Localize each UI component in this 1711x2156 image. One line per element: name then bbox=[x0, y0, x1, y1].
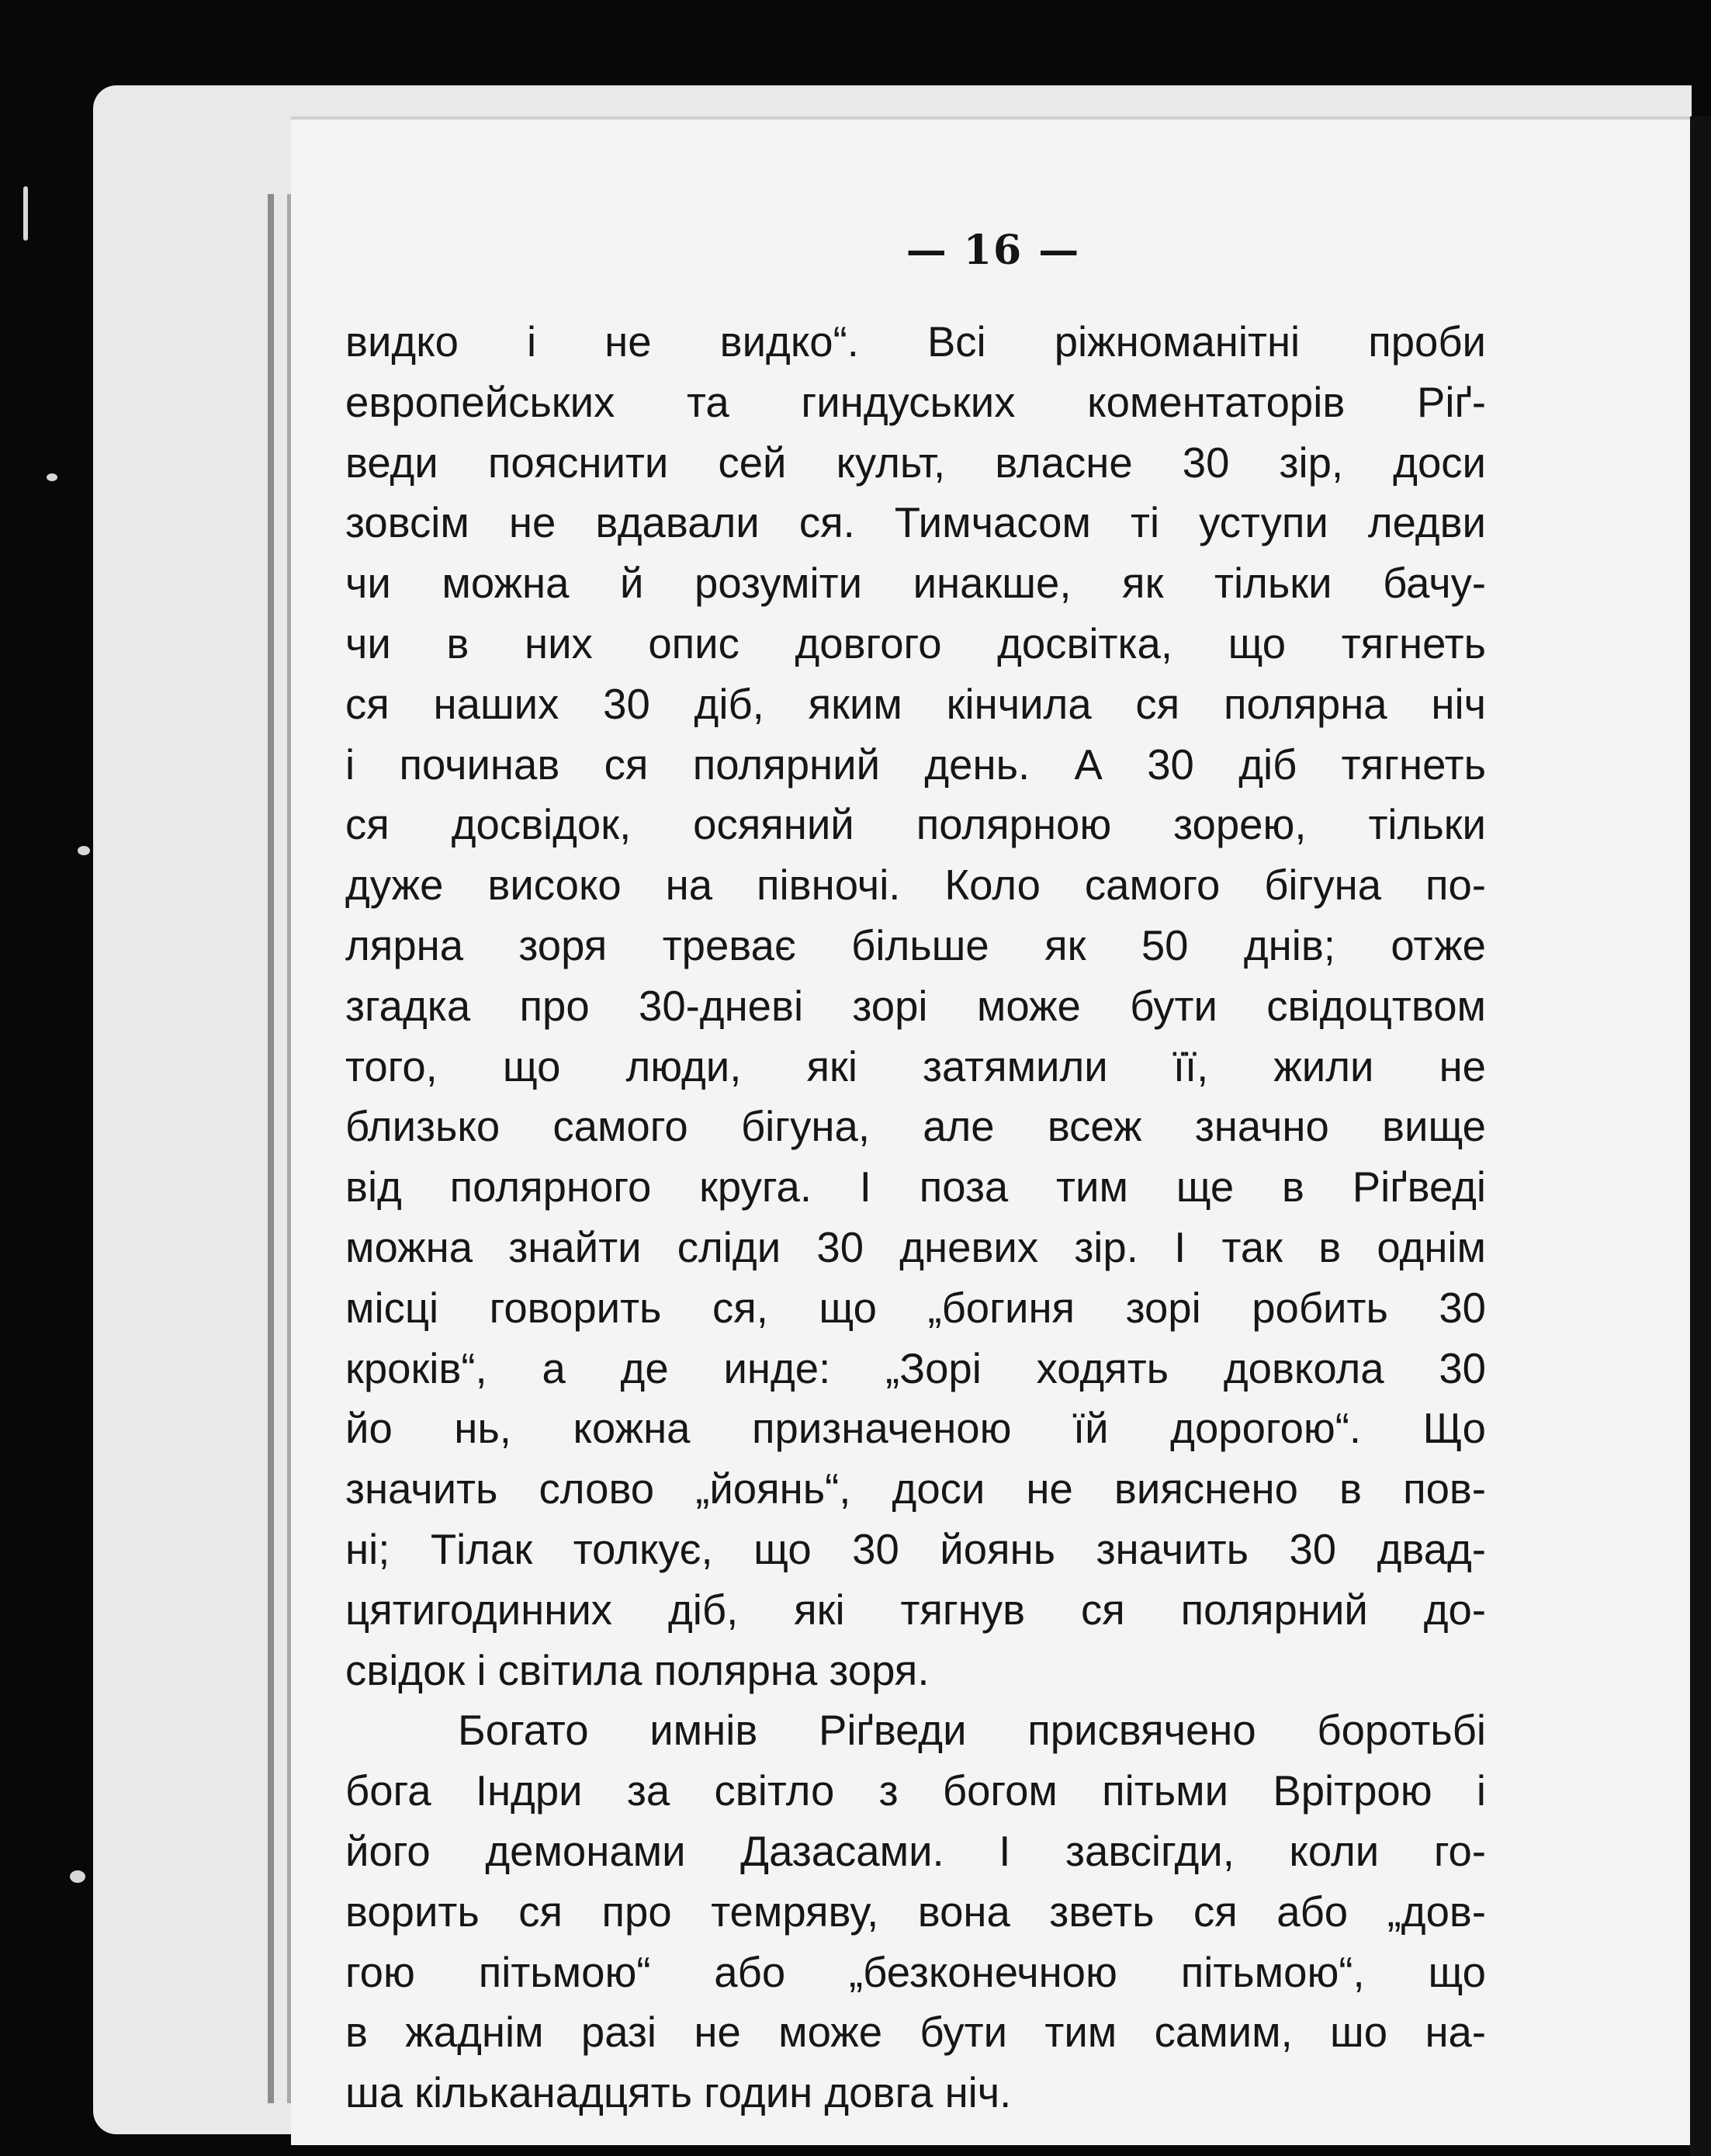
text-line: можна знайти сліди 30 дневих зір. І так в однім bbox=[345, 1223, 1486, 1271]
text-line: зовсім не вдавали ся. Тимчасом ті уступи ледви bbox=[345, 499, 1486, 547]
text-line-paragraph-end: свідок і світила полярна зоря. bbox=[345, 1646, 930, 1694]
text-line: згадка про 30-дневі зорі може бути свідоцтвом bbox=[345, 982, 1486, 1030]
book-page bbox=[291, 116, 1695, 2145]
text-line: того, що люди, які затямили її, жили не bbox=[345, 1042, 1486, 1090]
text-line: місці говорить ся, що „богиня зорі робить 30 bbox=[345, 1284, 1486, 1332]
text-line: бога Індри за світло з богом пітьми Врітрою і bbox=[345, 1767, 1486, 1815]
scan-speck bbox=[70, 1870, 85, 1883]
page-body-text bbox=[345, 312, 1486, 2123]
text-line: близько самого бігуна, але всеж значно вище bbox=[345, 1103, 1486, 1151]
text-line-paragraph-end: ша кільканадцять годин довга ніч. bbox=[345, 2069, 1012, 2117]
page-number: — 16 — bbox=[906, 227, 1081, 274]
text-line: видко і не видко“. Всі ріжноманітні проби bbox=[345, 318, 1486, 366]
text-line: кроків“, а де инде: „Зорі ходять довкола 30 bbox=[345, 1344, 1486, 1392]
text-line: ся наших 30 діб, яким кінчила ся полярна ніч bbox=[345, 680, 1486, 728]
text-line: йо нь, кожна призначеною їй дорогою“. Що bbox=[345, 1405, 1486, 1453]
text-line: в жаднім разі не може бути тим самим, шо на- bbox=[345, 2009, 1486, 2057]
text-line: дуже високо на півночі. Коло самого бігуна по- bbox=[345, 861, 1486, 910]
text-line: лярна зоря треває більше як 50 днів; отже bbox=[345, 921, 1486, 969]
text-line-paragraph-start: Богато имнів Ріґведи присвячено боротьбі bbox=[458, 1707, 1486, 1755]
right-scan-border bbox=[1690, 116, 1711, 2156]
text-line: від полярного круга. І поза тим ще в Ріґведі bbox=[345, 1163, 1486, 1211]
scan-speck bbox=[78, 846, 90, 855]
text-line: і починав ся полярний день. А 30 діб тягнеть bbox=[345, 740, 1486, 789]
scan-speck bbox=[47, 473, 57, 481]
text-line: ся досвідок, осяяний полярною зорею, тільки bbox=[345, 801, 1486, 849]
text-line: чи можна й розуміти инакше, як тільки бачу- bbox=[345, 560, 1486, 608]
scan-speck bbox=[23, 186, 28, 241]
text-line: веди пояснити сей культ, власне 30 зір, доси bbox=[345, 438, 1486, 487]
page-edge bbox=[268, 194, 274, 2103]
text-line: значить слово „йоянь“, доси не вияснено в пов- bbox=[345, 1465, 1486, 1513]
text-line: цятигодинних діб, які тягнув ся полярний до- bbox=[345, 1586, 1486, 1634]
text-line: европейських та гиндуських коментаторів Ріґ- bbox=[345, 378, 1486, 426]
text-line: його демонами Дазасами. І завсігди, коли го- bbox=[345, 1827, 1486, 1875]
text-line: гою пітьмою“ або „безконечною пітьмою“, що bbox=[345, 1948, 1486, 1996]
text-line: чи в них опис довгого досвітка, що тягнеть bbox=[345, 619, 1486, 667]
text-line: ворить ся про темряву, вона зветь ся або „дов- bbox=[345, 1887, 1486, 1936]
text-line: ні; Тілак толкує, що 30 йоянь значить 30 двад- bbox=[345, 1525, 1486, 1573]
